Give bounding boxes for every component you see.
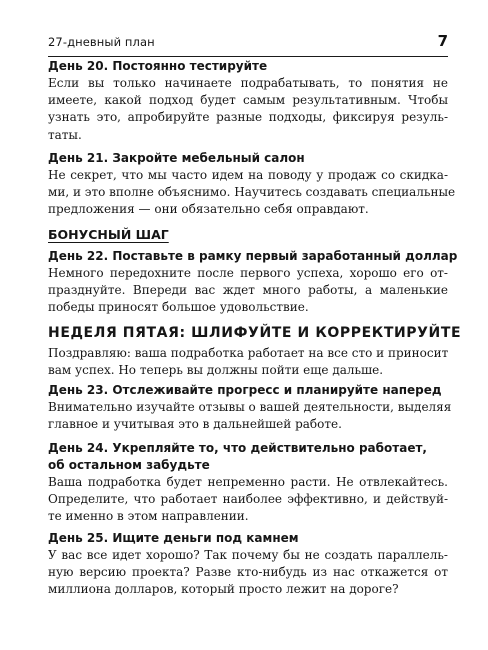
- week-five-heading: НЕДЕЛЯ ПЯТАЯ: ШЛИФУЙТЕ И КОРРЕКТИРУЙТЕ: [48, 325, 462, 341]
- day-21-heading: День 21. Закройте мебельный салон: [48, 151, 305, 165]
- text-line: Не секрет, что мы часто идем на поводу у продаж со скидка-: [48, 168, 448, 182]
- day-25-section: [48, 530, 448, 599]
- text-line: миллиона долларов, который просто лежит на дороге?: [48, 582, 399, 597]
- day-20-section: [48, 58, 448, 144]
- text-line: таты.: [48, 127, 82, 142]
- week-five-section: [48, 324, 462, 379]
- day-24-section: [48, 440, 448, 526]
- text-line: Немного передохните после первого успеха, хорошо его от-: [48, 266, 448, 280]
- day-20-heading: День 20. Постоянно тестируйте: [48, 59, 268, 73]
- day-24-heading: День 24. Укрепляйте то, что действительно работает,: [48, 441, 427, 455]
- text-line: победы приносят большое удовольствие.: [48, 300, 309, 315]
- running-header-title: 27-дневный план: [48, 35, 155, 49]
- day-22-text: [48, 265, 448, 317]
- text-line: Определите, что работает наиболее эффективно, и действуй-: [48, 492, 448, 507]
- day-23-heading: День 23. Отслеживайте прогресс и планируйте наперед: [48, 383, 442, 397]
- text-line: узнать это, апробируйте разные подходы, фиксируя резуль-: [48, 110, 448, 125]
- day-23-text: [48, 399, 452, 433]
- text-line: имеете, какой подход будет самым результативным. Чтобы: [48, 93, 448, 108]
- text-line: У вас все идет хорошо? Так почему бы не создать параллель-: [48, 548, 448, 562]
- bonus-step-heading: БОНУСНЫЙ ШАГ: [48, 227, 169, 242]
- day-22-section: [48, 248, 458, 317]
- text-line: вам успех. Но теперь вы должны пойти еще дальше.: [48, 363, 384, 378]
- day-23-section: [48, 382, 452, 433]
- day-20-text: [48, 75, 448, 144]
- day-21-text: [48, 167, 456, 219]
- day-25-heading: День 25. Ищите деньги под камнем: [48, 531, 299, 545]
- text-line: Ваша подработка будет непременно расти. Не отвлекайтесь.: [48, 475, 448, 489]
- text-line: ми, и это вполне объяснимо. Научитесь создавать специальные: [48, 185, 456, 200]
- text-line: предложения — они обязательно себя оправдают.: [48, 202, 369, 217]
- text-line: празднуйте. Впереди вас ждет много работы, а маленькие: [48, 283, 448, 298]
- running-header: [48, 34, 448, 57]
- page-number: 7: [437, 32, 448, 50]
- day-24-heading-continued: об остальном забудьте: [48, 458, 210, 472]
- text-line: Поздравляю: ваша подработка работает на все сто и приносит: [48, 346, 449, 360]
- text-line: Если вы только начинаете подрабатывать, то понятия не: [48, 76, 448, 90]
- day-25-text: [48, 547, 448, 599]
- day-21-section: [48, 150, 456, 219]
- text-line: те именно в этом направлении.: [48, 509, 249, 524]
- text-line: ную версию проекта? Разве кто-нибудь из нас откажется от: [48, 565, 448, 580]
- text-line: главное и учитывая это в дальнейшей работе.: [48, 417, 342, 432]
- text-line: Внимательно изучайте отзывы о вашей деятельности, выделяя: [48, 400, 452, 414]
- day-22-heading: День 22. Поставьте в рамку первый заработанный доллар: [48, 249, 458, 263]
- day-24-text: [48, 474, 448, 526]
- week-five-text: [48, 345, 448, 379]
